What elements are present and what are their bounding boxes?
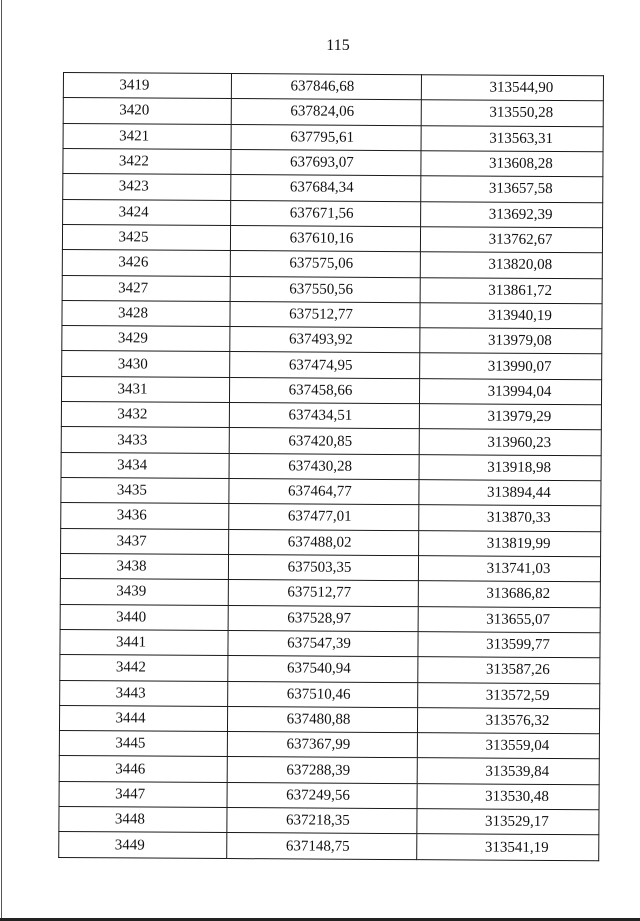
x-coordinate-cell: 637512,77 xyxy=(228,580,418,606)
x-coordinate-cell: 637846,68 xyxy=(231,74,421,100)
table-row xyxy=(63,148,603,177)
table-row xyxy=(59,731,599,760)
x-coordinate-cell: 637488,02 xyxy=(229,529,419,555)
point-number-cell: 3432 xyxy=(61,402,229,428)
point-number-cell: 3443 xyxy=(60,680,228,706)
y-coordinate-cell: 313686,82 xyxy=(418,581,600,607)
point-number-cell: 3434 xyxy=(61,452,229,478)
x-coordinate-cell: 637420,85 xyxy=(229,428,419,454)
y-coordinate-cell: 313979,08 xyxy=(420,328,602,354)
x-coordinate-cell: 637477,01 xyxy=(229,504,419,530)
table-row xyxy=(62,326,602,355)
point-number-cell: 3449 xyxy=(59,832,227,859)
point-number-cell: 3447 xyxy=(59,781,227,807)
x-coordinate-cell: 637610,16 xyxy=(230,225,420,251)
x-coordinate-cell: 637510,46 xyxy=(228,681,418,707)
table-row xyxy=(59,705,599,734)
table-row xyxy=(61,402,601,431)
point-number-cell: 3429 xyxy=(62,326,230,352)
y-coordinate-cell: 313541,19 xyxy=(417,834,599,861)
table-row xyxy=(60,553,600,582)
page-number: 115 xyxy=(326,37,350,54)
y-coordinate-cell: 313820,08 xyxy=(420,252,602,278)
point-number-cell: 3440 xyxy=(60,604,228,630)
x-coordinate-cell: 637493,92 xyxy=(230,327,420,353)
table-row xyxy=(61,528,601,557)
coordinates-table-body xyxy=(59,73,604,861)
y-coordinate-cell: 313530,48 xyxy=(417,783,599,809)
point-number-cell: 3419 xyxy=(63,73,231,99)
table-row xyxy=(63,123,603,152)
point-number-cell: 3422 xyxy=(63,148,231,174)
y-coordinate-cell: 313572,59 xyxy=(418,682,600,708)
point-number-cell: 3425 xyxy=(62,224,230,250)
table-row xyxy=(59,781,599,810)
table-row xyxy=(59,756,599,785)
y-coordinate-cell: 313940,19 xyxy=(420,302,602,328)
table-row xyxy=(61,427,601,456)
table-row xyxy=(61,376,601,405)
y-coordinate-cell: 313657,58 xyxy=(421,176,603,202)
x-coordinate-cell: 637671,56 xyxy=(231,200,421,226)
table-row xyxy=(63,174,603,203)
y-coordinate-cell: 313529,17 xyxy=(417,809,599,835)
point-number-cell: 3431 xyxy=(61,376,229,402)
table-row xyxy=(62,300,602,329)
y-coordinate-cell: 313918,98 xyxy=(419,454,601,480)
table-row xyxy=(62,275,602,304)
table-row xyxy=(61,452,601,481)
table-row xyxy=(60,680,600,709)
scan-left-edge xyxy=(1,0,2,921)
y-coordinate-cell: 313550,28 xyxy=(421,100,603,126)
table-row xyxy=(61,477,601,506)
coordinates-table xyxy=(58,72,604,861)
point-number-cell: 3439 xyxy=(60,579,228,605)
table-row xyxy=(60,579,600,608)
y-coordinate-cell: 313994,04 xyxy=(419,378,601,404)
table-row xyxy=(60,604,600,633)
y-coordinate-cell: 313544,90 xyxy=(421,75,603,101)
x-coordinate-cell: 637550,56 xyxy=(230,276,420,302)
x-coordinate-cell: 637434,51 xyxy=(229,403,419,429)
x-coordinate-cell: 637528,97 xyxy=(228,605,418,631)
point-number-cell: 3448 xyxy=(59,807,227,833)
x-coordinate-cell: 637824,06 xyxy=(231,99,421,125)
x-coordinate-cell: 637218,35 xyxy=(227,808,417,834)
table-row xyxy=(63,199,603,228)
table-row xyxy=(63,73,603,102)
point-number-cell: 3437 xyxy=(61,528,229,554)
table-row xyxy=(59,832,599,861)
y-coordinate-cell: 313576,32 xyxy=(417,707,599,733)
y-coordinate-cell: 313539,84 xyxy=(417,758,599,784)
point-number-cell: 3430 xyxy=(62,351,230,377)
point-number-cell: 3420 xyxy=(63,98,231,124)
x-coordinate-cell: 637795,61 xyxy=(231,124,421,150)
y-coordinate-cell: 313762,67 xyxy=(420,227,602,253)
point-number-cell: 3428 xyxy=(62,300,230,326)
y-coordinate-cell: 313741,03 xyxy=(418,556,600,582)
point-number-cell: 3446 xyxy=(59,756,227,782)
x-coordinate-cell: 637540,94 xyxy=(228,656,418,682)
point-number-cell: 3445 xyxy=(59,731,227,757)
point-number-cell: 3441 xyxy=(60,629,228,655)
y-coordinate-cell: 313960,23 xyxy=(419,429,601,455)
y-coordinate-cell: 313608,28 xyxy=(421,151,603,177)
x-coordinate-cell: 637288,39 xyxy=(227,757,417,783)
point-number-cell: 3444 xyxy=(59,705,227,731)
y-coordinate-cell: 313599,77 xyxy=(418,632,600,658)
y-coordinate-cell: 313861,72 xyxy=(420,277,602,303)
table-row xyxy=(61,503,601,532)
table-row xyxy=(60,655,600,684)
y-coordinate-cell: 313587,26 xyxy=(418,657,600,683)
table-row xyxy=(62,224,602,253)
table-row xyxy=(62,250,602,279)
x-coordinate-cell: 637458,66 xyxy=(229,377,419,403)
x-coordinate-cell: 637367,99 xyxy=(227,732,417,758)
table-row xyxy=(62,351,602,380)
y-coordinate-cell: 313894,44 xyxy=(419,480,601,506)
x-coordinate-cell: 637684,34 xyxy=(231,175,421,201)
y-coordinate-cell: 313692,39 xyxy=(421,201,603,227)
y-coordinate-cell: 313870,33 xyxy=(419,505,601,531)
y-coordinate-cell: 313563,31 xyxy=(421,125,603,151)
table-row xyxy=(60,629,600,658)
y-coordinate-cell: 313979,29 xyxy=(419,404,601,430)
y-coordinate-cell: 313559,04 xyxy=(417,733,599,759)
point-number-cell: 3436 xyxy=(61,503,229,529)
point-number-cell: 3435 xyxy=(61,477,229,503)
point-number-cell: 3427 xyxy=(62,275,230,301)
point-number-cell: 3438 xyxy=(60,553,228,579)
x-coordinate-cell: 637430,28 xyxy=(229,453,419,479)
x-coordinate-cell: 637480,88 xyxy=(227,706,417,732)
point-number-cell: 3442 xyxy=(60,655,228,681)
x-coordinate-cell: 637474,95 xyxy=(230,352,420,378)
point-number-cell: 3426 xyxy=(62,250,230,276)
point-number-cell: 3421 xyxy=(63,123,231,149)
point-number-cell: 3433 xyxy=(61,427,229,453)
table-row xyxy=(59,807,599,836)
x-coordinate-cell: 637503,35 xyxy=(228,554,418,580)
x-coordinate-cell: 637249,56 xyxy=(227,782,417,808)
x-coordinate-cell: 637464,77 xyxy=(229,479,419,505)
x-coordinate-cell: 637547,39 xyxy=(228,630,418,656)
x-coordinate-cell: 637575,06 xyxy=(230,251,420,277)
x-coordinate-cell: 637512,77 xyxy=(230,301,420,327)
y-coordinate-cell: 313655,07 xyxy=(418,606,600,632)
y-coordinate-cell: 313990,07 xyxy=(420,353,602,379)
x-coordinate-cell: 637693,07 xyxy=(231,149,421,175)
point-number-cell: 3424 xyxy=(63,199,231,225)
table-row xyxy=(63,98,603,127)
point-number-cell: 3423 xyxy=(63,174,231,200)
x-coordinate-cell: 637148,75 xyxy=(227,833,417,860)
y-coordinate-cell: 313819,99 xyxy=(419,530,601,556)
